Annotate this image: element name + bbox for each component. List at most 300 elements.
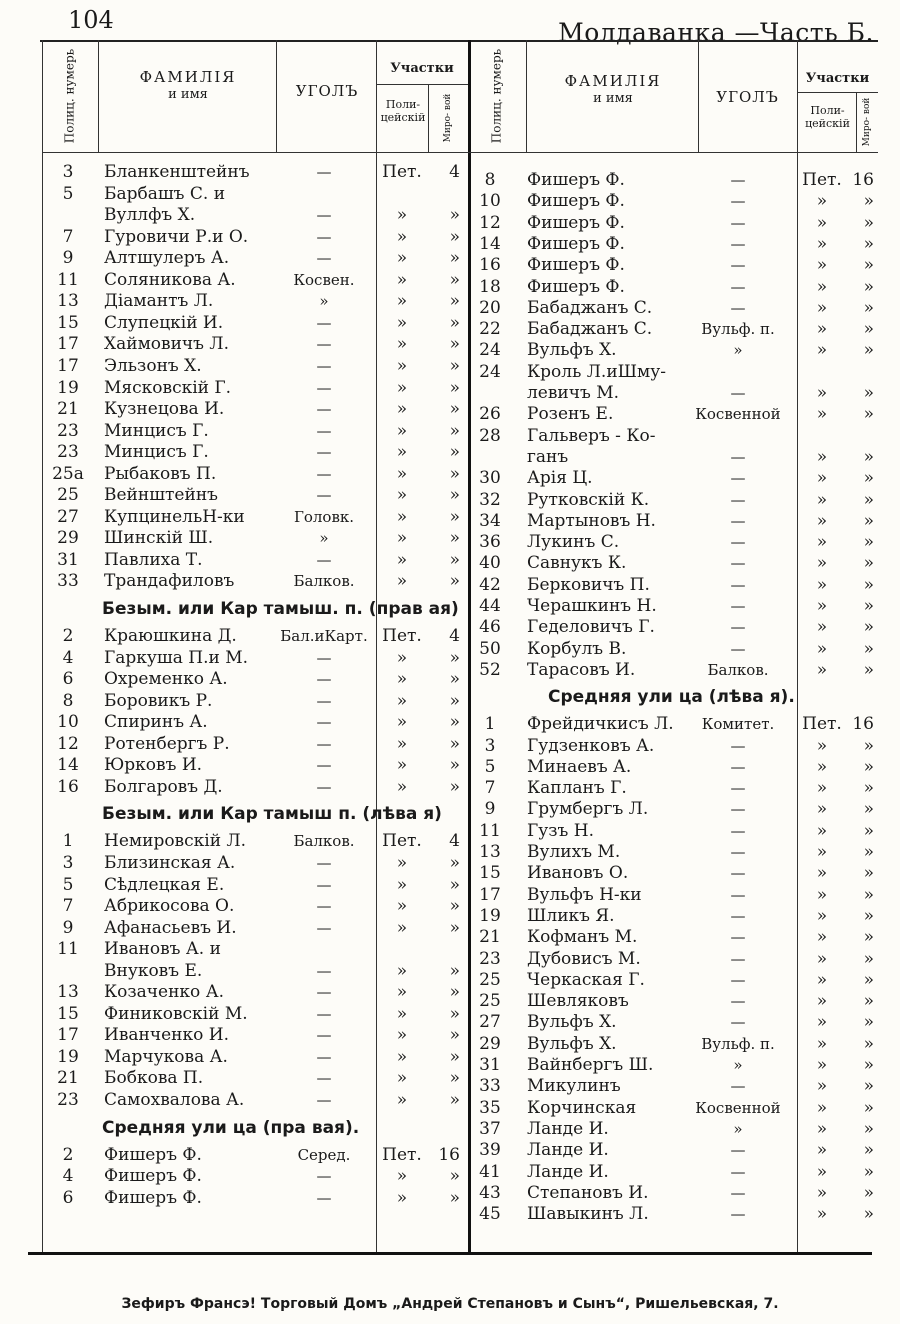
house-number: 7 [62, 226, 74, 247]
mirovoy-district: » [449, 1187, 460, 1208]
corner-value: — [730, 234, 746, 253]
mirovoy-district: » [863, 799, 874, 820]
table-row [0, 340, 900, 362]
resident-name: Савнукъ К. [527, 553, 627, 574]
corner-value: — [730, 192, 746, 211]
mirovoy-district: » [449, 549, 460, 570]
corner-value: — [730, 821, 746, 840]
section-heading: Средняя ули ца (пра вая). [102, 1117, 360, 1138]
resident-name: Минаевъ А. [527, 756, 632, 777]
resident-name: Бланкенштейнъ [104, 162, 250, 182]
header-districts-left: Участки [390, 61, 454, 76]
mirovoy-district: » [449, 399, 460, 420]
corner-value: — [730, 618, 746, 637]
mirovoy-district: » [863, 969, 874, 990]
resident-name: Грумбергъ Л. [527, 799, 649, 820]
house-number: 44 [479, 596, 501, 616]
house-number: 7 [62, 896, 74, 917]
corner-value: — [730, 511, 746, 530]
police-district: » [396, 690, 408, 711]
police-district: » [816, 735, 828, 756]
mirovoy-district: » [449, 334, 460, 355]
police-district: » [816, 553, 828, 574]
house-number: 15 [57, 1003, 79, 1024]
police-district: » [396, 377, 408, 398]
corner-value: — [316, 550, 332, 569]
mirovoy-district: » [449, 291, 460, 312]
corner-value: » [733, 341, 743, 360]
resident-name: Ротенбергъ Р. [104, 733, 230, 754]
police-district: » [816, 1012, 828, 1033]
house-number: 23 [57, 420, 79, 441]
house-number: 40 [479, 553, 501, 574]
table-row [0, 821, 900, 843]
mirovoy-district: » [863, 489, 874, 510]
mirovoy-district: » [863, 1097, 874, 1118]
corner-value: — [316, 897, 332, 916]
house-number: 8 [62, 690, 74, 711]
house-number: 16 [57, 776, 79, 797]
section-heading: Средняя ули ца (лѣва я). [548, 687, 795, 708]
table-row [0, 575, 900, 597]
mirovoy-district: » [863, 1204, 874, 1225]
police-district: » [816, 532, 828, 553]
house-number: 6 [62, 1187, 74, 1208]
table-row [0, 617, 900, 639]
house-number: 41 [479, 1161, 501, 1182]
resident-name: Вульфъ Х. [527, 1012, 617, 1033]
resident-name: Бабаджанъ С. [527, 319, 653, 340]
mirovoy-district: » [449, 528, 460, 549]
corner-value: — [730, 277, 746, 296]
page-number: 104 [68, 6, 114, 34]
resident-name: Шавыкинъ Л. [527, 1204, 649, 1225]
resident-name: Юрковъ И. [104, 755, 203, 776]
police-district: » [396, 420, 408, 441]
house-number: 29 [57, 528, 79, 549]
police-district: » [396, 291, 408, 312]
police-district: Пет. [382, 626, 422, 646]
police-district: » [816, 489, 828, 510]
corner-value: Косвен. [293, 270, 355, 289]
police-district: » [816, 1097, 828, 1118]
mirovoy-district: » [449, 377, 460, 398]
resident-name: Фишеръ Ф. [104, 1166, 202, 1187]
corner-value: » [319, 292, 329, 311]
police-district: » [396, 776, 408, 797]
police-district: » [396, 1166, 408, 1187]
corner-value: Балков. [707, 660, 769, 679]
corner-value: » [319, 529, 329, 548]
corner-value: — [316, 378, 332, 397]
table-row [0, 733, 900, 758]
house-number: 21 [57, 1068, 79, 1089]
house-number: 19 [479, 905, 501, 926]
mirovoy-district: » [863, 1161, 874, 1182]
police-district: » [816, 446, 828, 467]
corner-value: — [730, 490, 746, 509]
mirovoy-district: » [449, 1090, 460, 1110]
house-number: 36 [479, 532, 501, 553]
table-row [0, 714, 900, 736]
section-heading: Безым. или Кар тамыш п. (лѣва я) [102, 804, 442, 825]
police-district: » [396, 960, 408, 981]
corner-value: — [730, 384, 746, 402]
mirovoy-district: » [449, 442, 460, 463]
resident-name: Корчинская [527, 1097, 637, 1118]
police-district: » [816, 1033, 828, 1054]
house-number: 3 [62, 162, 74, 182]
resident-name: Финиковскій М. [104, 1003, 248, 1024]
house-number: 21 [479, 927, 501, 948]
mirovoy-district: » [863, 638, 874, 659]
police-district: » [816, 1161, 828, 1182]
house-number: 52 [479, 659, 501, 680]
corner-value: — [316, 756, 332, 775]
corner-value: — [730, 1077, 746, 1096]
corner-value: — [316, 875, 332, 894]
header-corner-right: УГОЛЪ [716, 88, 779, 106]
corner-value: — [316, 313, 332, 332]
resident-name: Хаймовичъ Л. [104, 334, 229, 355]
house-number: 17 [57, 334, 79, 355]
table-row [0, 906, 900, 928]
police-district: Пет. [382, 1144, 422, 1165]
corner-value: — [730, 1205, 746, 1224]
police-district: » [816, 1182, 828, 1203]
house-number: 24 [479, 361, 501, 382]
mirovoy-district: » [863, 820, 874, 841]
table-row [0, 842, 900, 864]
resident-name: ганъ [527, 446, 569, 467]
corner-value: — [730, 779, 746, 798]
table-row [0, 1034, 900, 1056]
corner-value: — [316, 443, 332, 462]
corner-value: — [730, 843, 746, 861]
house-number: 16 [479, 255, 501, 276]
resident-name: Гальверъ - Ко- [527, 425, 656, 446]
header-name-left [100, 68, 276, 104]
corner-value: — [730, 1162, 746, 1181]
resident-name: Ивановъ О. [527, 863, 629, 884]
table-row [0, 277, 900, 299]
mirovoy-district: » [863, 404, 874, 425]
table-row [0, 991, 900, 1013]
house-number: 22 [479, 319, 501, 340]
police-district: » [816, 842, 828, 862]
mirovoy-district: » [449, 1025, 460, 1046]
corner-value: Головк. [293, 507, 355, 526]
police-district: » [816, 820, 828, 841]
police-district: » [816, 927, 828, 948]
house-number: 20 [479, 297, 501, 318]
mirovoy-district: » [863, 596, 874, 616]
header-mirovoy-right: Миро- вой [862, 97, 872, 147]
table-row [0, 170, 900, 192]
house-number: 42 [479, 574, 501, 595]
resident-name: Сѣдлецкая Е. [104, 874, 225, 895]
mirovoy-district: » [863, 340, 874, 361]
corner-value: — [730, 800, 746, 819]
table-row [0, 298, 900, 320]
house-number: 25 [479, 991, 501, 1012]
house-number: 13 [479, 842, 501, 862]
police-district: » [396, 1090, 408, 1110]
mirovoy-district: » [449, 463, 460, 484]
police-district: » [816, 574, 828, 595]
resident-name: Дубовисъ М. [527, 948, 641, 969]
resident-name: Гуровичи Р.и О. [104, 226, 249, 247]
police-district: » [396, 485, 408, 506]
resident-name: Павлиха Т. [104, 549, 203, 570]
table-row [0, 970, 900, 992]
house-number: 26 [479, 404, 501, 425]
mirovoy-district: » [863, 319, 874, 340]
police-district: » [396, 1025, 408, 1046]
resident-name: Вульфъ Х. [527, 1033, 617, 1054]
police-district: » [396, 506, 408, 527]
corner-value: — [730, 949, 746, 968]
corner-value: — [316, 777, 332, 796]
house-number: 24 [479, 340, 501, 361]
police-district: » [816, 212, 828, 233]
police-district: » [816, 319, 828, 340]
corner-value: — [730, 970, 746, 989]
header-name-sub: и имя [593, 91, 633, 106]
house-number: 31 [57, 549, 79, 570]
resident-name: Боровикъ Р. [104, 690, 213, 711]
police-district: » [396, 399, 408, 420]
mirovoy-district: » [863, 927, 874, 948]
house-number: 25а [52, 463, 84, 484]
mirovoy-district: » [863, 905, 874, 926]
house-number: 14 [479, 233, 501, 254]
table-row [0, 863, 900, 885]
corner-value: — [730, 213, 746, 232]
mirovoy-district: » [449, 1046, 460, 1067]
police-district: » [816, 510, 828, 531]
corner-value: — [730, 1183, 746, 1202]
corner-value: — [730, 928, 746, 947]
house-number: 12 [57, 733, 79, 754]
police-district: » [816, 297, 828, 318]
mirovoy-district: » [449, 776, 460, 797]
resident-name: Рыбаковъ П. [104, 463, 217, 484]
corner-value: Бал.иКарт. [280, 627, 368, 645]
police-district: Пет. [802, 714, 842, 735]
resident-name: Алтшулеръ А. [104, 248, 230, 269]
house-number: 1 [62, 831, 74, 852]
mirovoy-district: » [863, 255, 874, 276]
resident-name: Вульфъ Н-ки [527, 884, 642, 905]
resident-name: Краюшкина Д. [104, 626, 237, 646]
header-districts-right: Участки [805, 71, 870, 86]
police-district: » [396, 226, 408, 247]
mirovoy-district: » [863, 191, 874, 212]
resident-name: Корбулъ В. [527, 638, 627, 659]
police-district: » [396, 205, 408, 226]
corner-value: — [316, 486, 332, 505]
house-number: 50 [479, 638, 501, 659]
mirovoy-district: » [449, 896, 460, 917]
mirovoy-district: » [863, 212, 874, 233]
house-number: 18 [479, 276, 501, 297]
corner-value: — [730, 639, 746, 658]
corner-value: — [316, 249, 332, 268]
corner-value: — [730, 885, 746, 904]
mirovoy-district: » [863, 863, 874, 884]
house-number: 13 [57, 291, 79, 312]
corner-value: — [730, 736, 746, 755]
corner-value: — [316, 400, 332, 419]
house-number: 3 [484, 735, 496, 756]
mirovoy-district: » [449, 1003, 460, 1024]
police-district: » [816, 969, 828, 990]
header-name-sub: и имя [168, 87, 208, 102]
house-number: 3 [62, 852, 74, 873]
header-police-right: Поли- цейскій [805, 104, 850, 130]
corner-value: — [730, 447, 746, 466]
house-number: 29 [479, 1033, 501, 1054]
police-district: » [816, 863, 828, 884]
mirovoy-district: » [449, 485, 460, 506]
corner-value: — [316, 356, 332, 375]
police-district: » [396, 463, 408, 484]
corner-value: — [730, 298, 746, 317]
table-row [0, 757, 900, 779]
resident-name: Спиринъ А. [104, 712, 208, 733]
resident-name: Фишеръ Ф. [527, 212, 625, 233]
corner-value: — [316, 918, 332, 937]
section-heading: Безым. или Кар тамыш. п. (прав ая) [102, 599, 459, 619]
table-row [0, 949, 900, 971]
resident-name: Вайнбергъ Ш. [527, 1055, 654, 1075]
house-number: 19 [57, 377, 79, 398]
police-district: » [396, 917, 408, 938]
house-number: 28 [479, 425, 501, 446]
corner-value: — [316, 1091, 332, 1109]
resident-name: Вуллфъ Х. [104, 205, 196, 226]
table-row [0, 927, 900, 949]
mirovoy-district: » [449, 669, 460, 690]
resident-name: Абрикосова О. [104, 896, 235, 917]
mirovoy-district: » [449, 269, 460, 290]
mirovoy-district: » [863, 659, 874, 680]
corner-value: — [730, 171, 746, 189]
resident-name: Фишеръ Ф. [527, 276, 625, 297]
resident-name: Ивановъ А. и [104, 939, 221, 960]
corner-value: — [316, 853, 332, 872]
resident-name: Охременко А. [104, 669, 228, 690]
resident-name: Эльзонъ Х. [104, 355, 202, 376]
mirovoy-district: » [863, 756, 874, 777]
table-row [0, 639, 900, 661]
mirovoy-district: » [863, 1182, 874, 1203]
house-number: 1 [484, 714, 496, 735]
resident-name: Рутковскій К. [527, 489, 650, 510]
corner-value: — [316, 464, 332, 483]
police-district: » [396, 1068, 408, 1089]
house-number: 17 [57, 1025, 79, 1046]
resident-name: левичъ М. [527, 383, 620, 403]
header-name-title: ФАМИЛІЯ [139, 68, 237, 86]
mirovoy-district: » [863, 842, 874, 862]
resident-name: Шликъ Я. [527, 905, 615, 926]
corner-value: — [316, 421, 332, 440]
resident-name: Ланде И. [527, 1118, 609, 1139]
resident-name: Фишеръ Ф. [527, 255, 625, 276]
police-district: » [396, 874, 408, 895]
resident-name: Кофманъ М. [527, 927, 638, 948]
house-number: 37 [479, 1118, 501, 1139]
top-rule [40, 40, 878, 42]
table-row [0, 319, 900, 341]
mirovoy-district: » [863, 1055, 874, 1075]
resident-name: Слупецкій И. [104, 312, 224, 333]
mirovoy-district: » [449, 1166, 460, 1187]
corner-value: — [316, 1069, 332, 1088]
resident-name: Кузнецова И. [104, 399, 225, 420]
house-number: 17 [57, 355, 79, 376]
corner-value: — [316, 648, 332, 667]
mirovoy-district: » [449, 917, 460, 938]
resident-name: Козаченко А. [104, 982, 224, 1003]
table-row [0, 191, 900, 213]
mirovoy-district: » [863, 446, 874, 467]
resident-name: Капланъ Г. [527, 778, 627, 799]
resident-name: Геделовичъ Г. [527, 617, 655, 638]
police-district: » [816, 756, 828, 777]
resident-name: Фишеръ Ф. [104, 1144, 202, 1165]
resident-name: Вульфъ Х. [527, 340, 617, 361]
table-row [0, 1076, 900, 1098]
table-row [0, 1140, 900, 1162]
resident-name: Минцисъ Г. [104, 442, 209, 463]
house-number: 8 [484, 170, 496, 190]
mirovoy-district: » [449, 226, 460, 247]
resident-name: Фишеръ Ф. [527, 233, 625, 254]
house-number: 23 [57, 1090, 79, 1110]
table-row [0, 468, 900, 490]
police-district: » [816, 255, 828, 276]
mirovoy-district: 4 [449, 626, 460, 646]
corner-value: — [316, 983, 332, 1002]
resident-name: Кроль Л.иШму- [527, 361, 667, 382]
resident-name: Шинскій Ш. [104, 528, 214, 549]
corner-value: — [316, 206, 332, 225]
resident-name: Гузъ Н. [527, 820, 594, 841]
resident-name: Черкаская Г. [527, 969, 645, 990]
house-number: 31 [479, 1055, 501, 1075]
mirovoy-district: » [863, 1076, 874, 1097]
mirovoy-district: 16 [852, 714, 874, 735]
resident-name: Трандафиловъ [104, 571, 235, 592]
corner-value: Балков. [293, 832, 355, 851]
police-district: » [396, 852, 408, 873]
police-district: » [816, 233, 828, 254]
corner-value: — [730, 256, 746, 275]
corner-value: — [316, 1188, 332, 1207]
corner-value: — [316, 691, 332, 710]
house-number: 9 [62, 248, 74, 269]
table-row [0, 553, 900, 575]
resident-name: Шевляковъ [527, 991, 629, 1012]
resident-name: Вулихъ М. [527, 842, 621, 862]
mirovoy-district: » [863, 948, 874, 969]
page-title: Молдаванка —Часть Б. [558, 18, 874, 47]
mirovoy-district: » [863, 532, 874, 553]
police-district: » [396, 733, 408, 754]
